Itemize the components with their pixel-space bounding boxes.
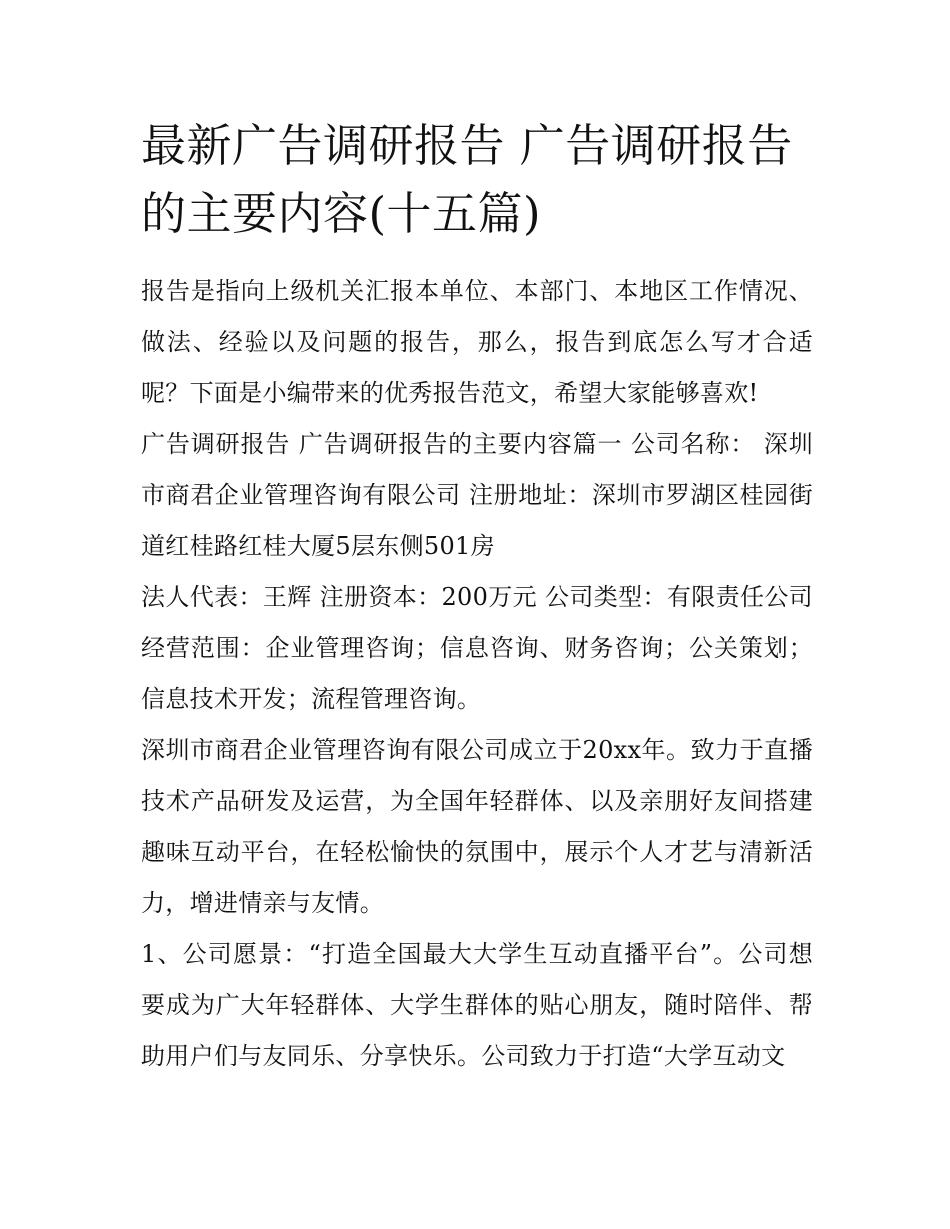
paragraph-legal-info: 法人代表：王辉 注册资本：200万元 公司类型：有限责任公司 经营范围：企业管理咨询；信息咨询、财务咨询；公关策划；信息技术开发；流程管理咨询。 xyxy=(141,583,813,713)
document-title: 最新广告调研报告 广告调研报告的主要内容(十五篇) xyxy=(141,119,793,240)
paragraph-intro: 报告是指向上级机关汇报本单位、本部门、本地区工作情况、做法、经验以及问题的报告，那么，报告到底怎么写才合适呢？下面是小编带来的优秀报告范文，希望大家能够喜欢! xyxy=(141,277,813,407)
document-page xyxy=(141,112,813,1082)
paragraph-company-info: 广告调研报告 广告调研报告的主要内容篇一 公司名称： 深圳市商君企业管理咨询有限公司 注册地址：深圳市罗湖区桂园街道红桂路红桂大厦5层东侧501房 xyxy=(141,430,813,560)
paragraph-company-profile: 深圳市商君企业管理咨询有限公司成立于20xx年。致力于直播技术产品研发及运营，为全国年轻群体、以及亲朋好友间搭建趣味互动平台，在轻松愉快的氛围中，展示个人才艺与清新活力，增进情亲与友情。 xyxy=(141,736,813,917)
paragraph-company-vision: 1、公司愿景：“打造全国最大大学生互动直播平台”。公司想要成为广大年轻群体、大学生群体的贴心朋友，随时陪伴、帮助用户们与友同乐、分享快乐。公司致力于打造“大学互动文 xyxy=(141,940,813,1070)
